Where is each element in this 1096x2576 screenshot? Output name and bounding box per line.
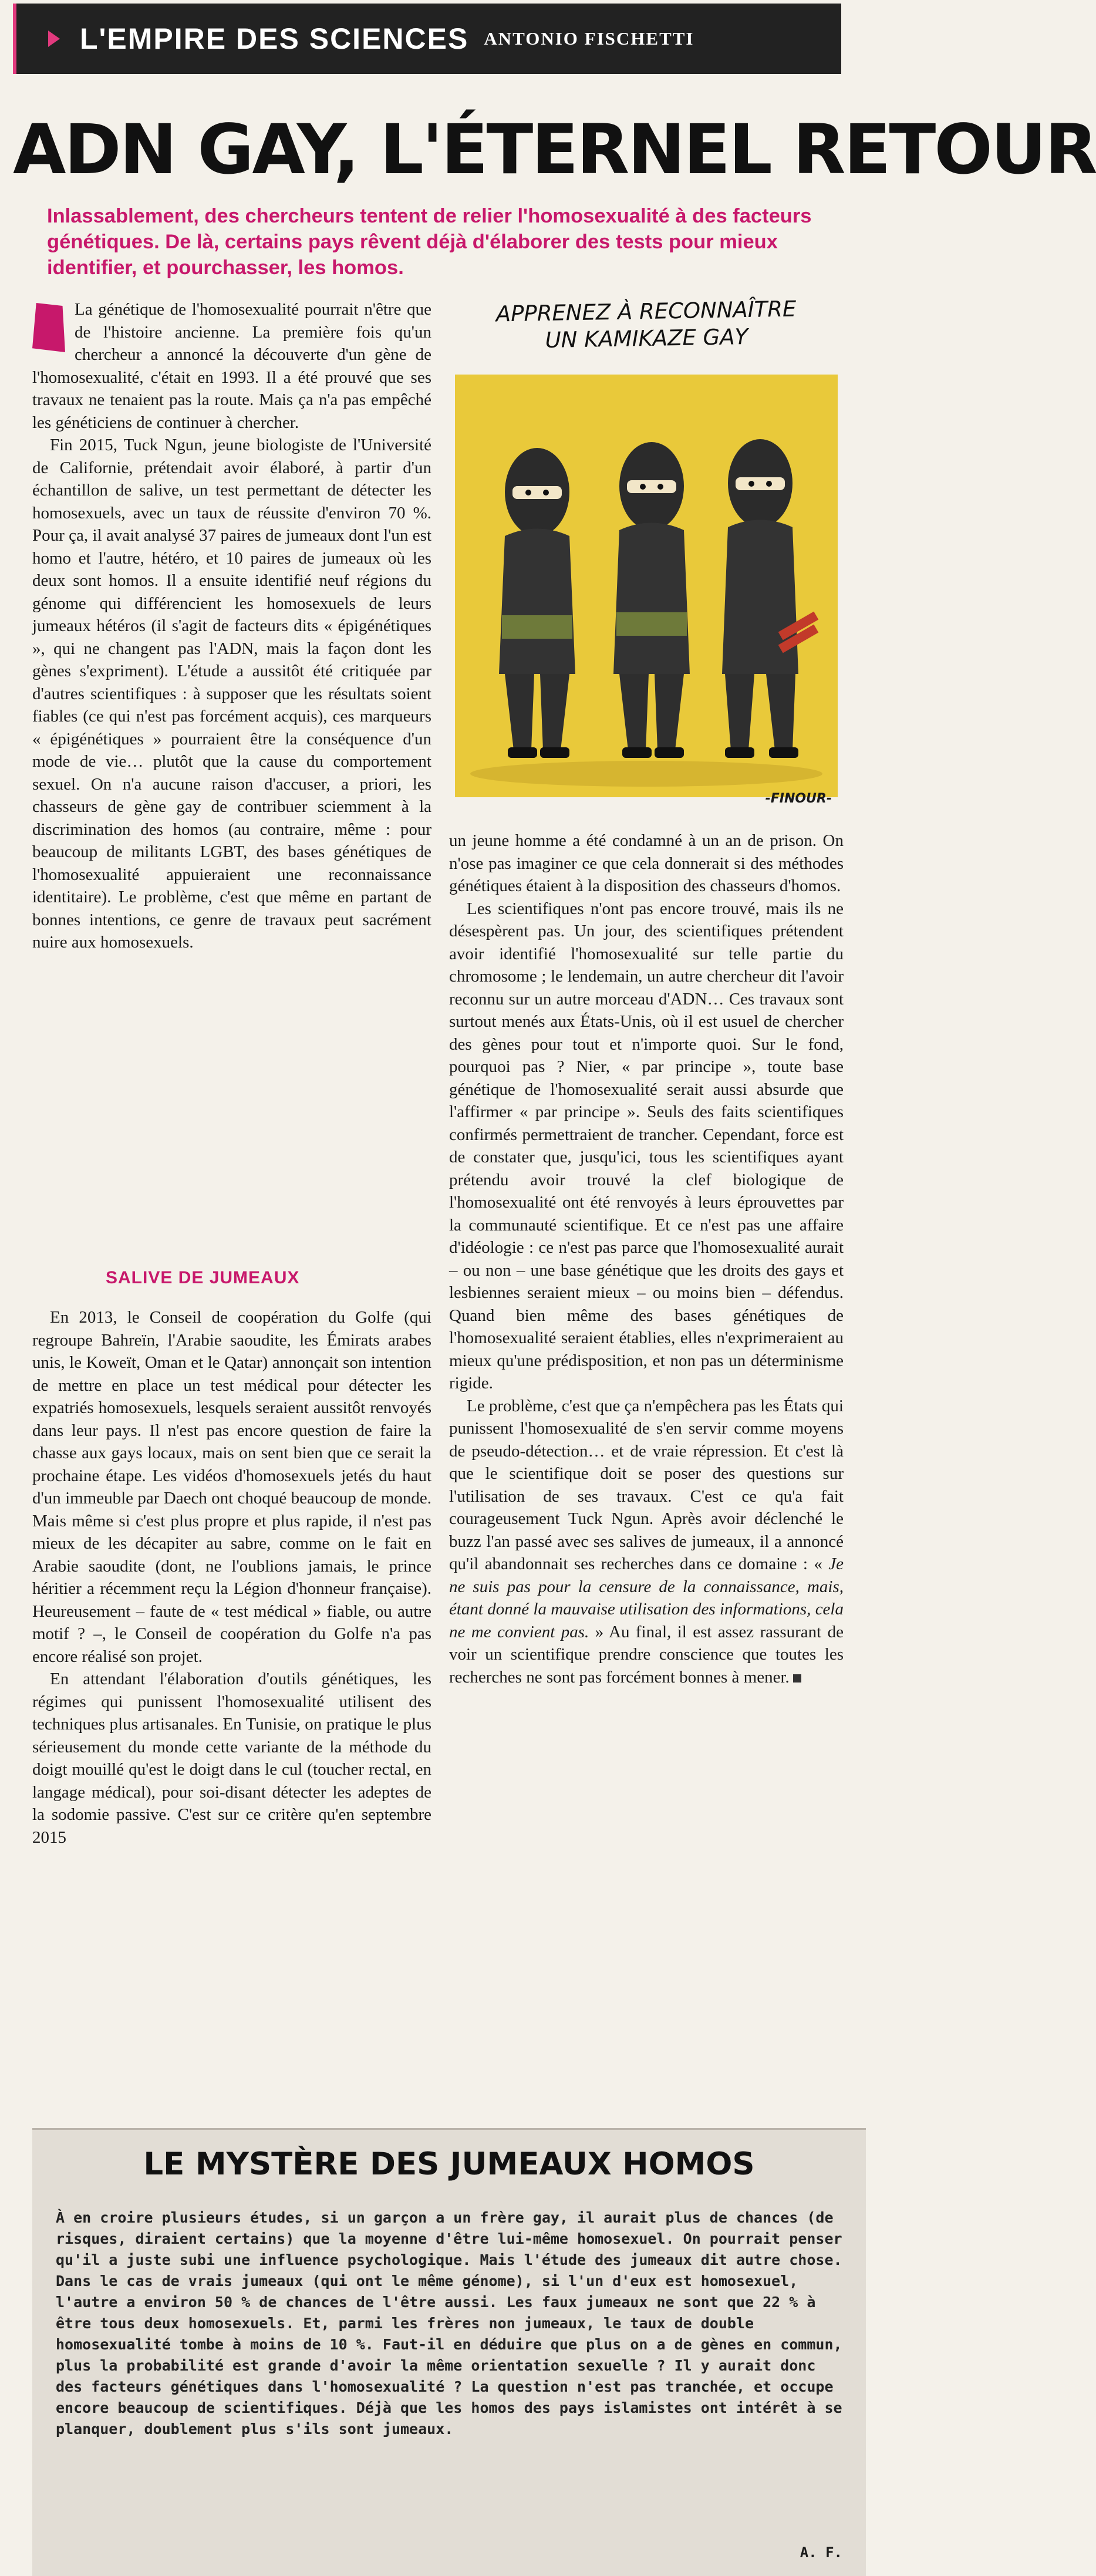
paragraph: Les scientifiques n'ont pas encore trouvé, mais ils ne désespèrent pas. Un jour, des scientifiques prétendent avoir identifié l'homosexualité sur telle partie du chromosome ; le lendemain, un autre chercheur dit l'avoir reconnu sur un autre morceau d'ADN… Ces travaux sont surtout menés aux États-Unis, où il est usuel de chercher des gènes pour tout et n'importe quoi. Sur le fond, pourquoi pas ? Nier, « par principe », toute base génétique de l'homosexualité serait aussi absurde que l'affirmer « par principe ». Seuls des faits scientifiques confirmés permettraient de trancher. Cependant, force est de constater que, jusqu'ici, tous les scientifiques ayant prétendu avoir trouvé la clef biologique de l'homosexualité ont été renvoyés à leurs éprouvettes par la communauté scientifique. Et ce n'est pas une affaire d'idéologie : ce n'est pas parce que l'homosexualité aurait – ou non – une base génétique que les droits des gays et lesbiennes seraient mieux – ou moins bien – défendus. Quand bien même des bases génétiques de l'homosexualité seraient établies, elles n'exprimeraient au mieux qu'une prédisposition, et non pas un déterminisme rigide. bbox=[449, 899, 844, 1392]
article-headline: ADN GAY, L'ÉTERNEL RETOUR bbox=[13, 109, 1096, 190]
dropcap-block bbox=[32, 303, 65, 352]
section-subhead: SALIVE DE JUMEAUX bbox=[106, 1268, 300, 1287]
article-column-left-top bbox=[32, 298, 431, 954]
author-name: ANTONIO FISCHETTI bbox=[484, 28, 694, 49]
cartoon-caption-line: APPRENEZ À RECONNAÎTRE bbox=[495, 296, 797, 327]
box-signature: A. F. bbox=[800, 2544, 842, 2561]
article-deck: Inlassablement, des chercheurs tentent de relier l'homosexualité à des facteurs génétiques. De là, certains pays rêvent déjà d'élaborer des tests pour mieux identifier, et pourchasser, les homos. bbox=[47, 205, 812, 279]
rubric-title: L'EMPIRE DES SCIENCES bbox=[80, 22, 469, 55]
cartoon-drawing bbox=[449, 369, 844, 803]
cartoon-caption bbox=[448, 295, 844, 356]
paragraph-text: » Au final, il est assez rassurant de voir un scientifique prendre conscience que toutes les recherches ne sont pas forcément bonnes à mener. bbox=[449, 1622, 844, 1687]
paragraph: La génétique de l'homosexualité pourrait n'être que de l'histoire ancienne. La première fois qu'un chercheur a annoncé la découverte d'un gène de l'homosexualité, c'était en 1993. Il a été prouvé que ses travaux ne tenaient pas la route. Mais ça n'a pas empêché les généticiens de continuer à chercher. bbox=[32, 300, 431, 432]
paragraph: un jeune homme a été condamné à un an de prison. On n'ose pas imaginer ce que cela donnerait si des méthodes génétiques étaient à la disposition des chasseurs d'homos. bbox=[449, 831, 844, 895]
rubric-header bbox=[13, 4, 841, 74]
sidebar-box bbox=[32, 2128, 866, 2576]
article-column-left-bottom bbox=[32, 1306, 431, 1849]
triangle-bullet-icon bbox=[48, 31, 60, 47]
cartoonist-signature: -FINOUR- bbox=[765, 791, 832, 806]
paragraph-text: Le problème, c'est que ça n'empêchera pas les États qui punissent l'homosexualité de s'en servir comme moyens de pseudo-détection… et de vraie répression. Et c'est là que le scientifique doit se poser des questions sur l'utilisation de ses travaux. C'est ce qu'a fait courageusement Tuck Ngun. Après avoir déclenché le buzz l'an passé avec ses salives de jumeaux, il a annoncé qu'il abandonnait ses recherches dans ce domaine : « bbox=[449, 1396, 844, 1573]
cartoon-caption-line: UN KAMIKAZE GAY bbox=[545, 323, 748, 353]
end-of-article-icon bbox=[793, 1674, 801, 1683]
paragraph bbox=[449, 1395, 844, 1689]
quotation: Je ne suis pas pour la censure de la connaissance, mais, étant donné la mauvaise utilisation des informations, cela ne me convient pas. bbox=[449, 1555, 844, 1641]
paragraph: En 2013, le Conseil de coopération du Golfe (qui regroupe Bahreïn, l'Arabie saoudite, les Émirats arabes unis, le Koweït, Oman et le Qatar) annonçait son intention de mettre en place un test médical pour détecter les expatriés homosexuels, lesquels seraient aussitôt renvoyés dans leur pays. Il n'est pas encore question de faire la chasse aux gays locaux, mais on sent bien que ce serait la prochaine étape. Les vidéos d'homosexuels jetés du haut d'un immeuble par Daech ont choqué beaucoup de monde. Mais même si c'est plus propre et plus rapide, il n'est pas mieux de les décapiter au sabre, comme on le fait en Arabie saoudite (dont, ne l'oublions jamais, le prince héritier a récemment reçu la Légion d'honneur française). Heureusement – faute de « test médical » fiable, ou autre motif ? –, le Conseil de coopération du Golfe n'a pas encore réalisé son projet. bbox=[32, 1308, 431, 1666]
article-column-right bbox=[449, 830, 844, 1688]
paragraph: Fin 2015, Tuck Ngun, jeune biologiste de l'Université de Californie, prétendait avoir élaboré, à partir d'un échantillon de salive, un test permettant de détecter les homosexuels, avec un taux de réussite d'environ 70 %. Pour ça, il avait analysé 37 paires de jumeaux dont l'un est homo et l'autre, hétéro, et 10 paires de jumeaux où les deux sont homos. Il a ensuite identifié neuf régions du génome qui différencient les homosexuels de leurs jumeaux hétéros (il s'agit de facteurs dits « épigénétiques », qui ne changent pas l'ADN, mais la façon dont les gènes s'expriment). L'étude a aussitôt été critiquée par d'autres scientifiques : à supposer que les résultats soient fiables (ce qui n'est pas forcément acquis), ces marqueurs « épigénétiques » pourraient être la conséquence d'un mode de vie… plutôt que la cause du comportement sexuel. On n'a aucune raison d'accuser, a priori, les chasseurs de gène gay de contribuer sciemment à la discrimination des homos (au contraire, même : pour beaucoup de militants LGBT, des bases génétiques de l'homosexualité appuieraient une reconnaissance identitaire). Le problème, c'est que même en partant de bonnes intentions, ce genre de travaux peut sacrément nuire aux homosexuels. bbox=[32, 436, 431, 952]
box-title: LE MYSTÈRE DES JUMEAUX HOMOS bbox=[143, 2146, 755, 2182]
paragraph: En attendant l'élaboration d'outils génétiques, les régimes qui punissent l'homosexualité utilisent des techniques plus artisanales. En Tunisie, on pratique le plus sérieusement du monde cette variante de la méthode du doigt mouillé qu'est le doigt dans le cul (toucher rectal, en langage médical), pour soi-disant détecter les adeptes de la sodomie passive. C'est sur ce critère qu'en septembre 2015 bbox=[32, 1670, 431, 1847]
cartoon-illustration bbox=[449, 298, 844, 815]
box-body: À en croire plusieurs études, si un garçon a un frère gay, il aurait plus de chances (de risques, diraient certains) que la moyenne d'être lui-même homosexuel. On pourrait penser qu'il a juste subi une influence psychologique. Mais l'étude des jumeaux dit autre chose. Dans le cas de vrais jumeaux (qui ont le même génome), si l'un d'eux est homosexuel, l'autre a environ 50 % de chances de l'être aussi. Les faux jumeaux ne sont que 22 % à être tous deux homosexuels. Et, parmi les frères non jumeaux, le taux de double homosexualité tombe à moins de 10 %. Faut-il en déduire que plus on a de gènes en commun, plus la probabilité est grande d'avoir la même orientation sexuelle ? Il y aurait donc des facteurs génétiques dans l'homosexualité ? La question n'est pas tranchée, et occupe encore beaucoup de scientifiques. Déjà que les homos des pays islamistes ont intérêt à se planquer, doublement plus s'ils sont jumeaux. bbox=[56, 2209, 842, 2437]
